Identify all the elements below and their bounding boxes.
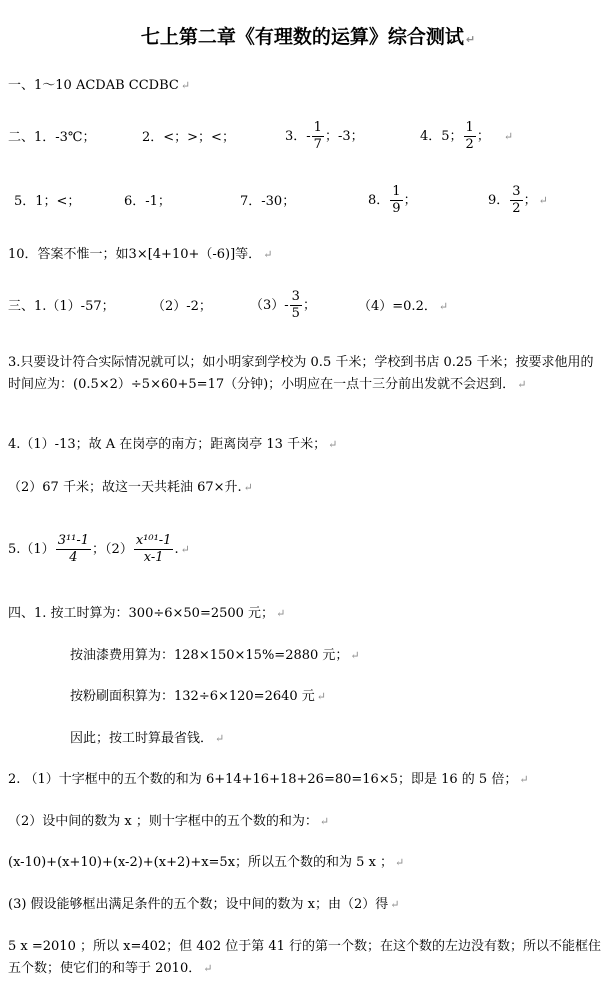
answer-3-4: （4）=0.2． ↵ xyxy=(358,299,449,314)
answer-3-2: （2）-2； xyxy=(152,299,212,314)
paragraph-mark-icon: ↵ xyxy=(316,690,327,703)
paragraph-mark-icon: ↵ xyxy=(180,543,190,556)
answer-4-2b: （2）设中间的数为 x ；则十字框中的五个数的和为： ↵ xyxy=(8,814,330,829)
paragraph-mark-icon: ↵ xyxy=(438,300,449,313)
answer-3-paragraph: 3.只要设计符合实际情况就可以；如小明家到学校为 0.5 千米；学校到书店 0.25 千米；按要求他用的时间应为：(0.5×2）÷5×60+5=17（分钟)；小明应在一点十三分前出发就不会迟到． ↵ xyxy=(8,355,594,392)
paragraph-mark-icon: ↵ xyxy=(243,481,253,494)
fraction: $\frac{1}{7}$ xyxy=(313,120,322,152)
answer-4-1-area: 按粉刷面积算为：132÷6×120=2640 元 ↵ xyxy=(70,689,327,704)
answer-2-5: 5．1；<； xyxy=(14,194,81,209)
paragraph-mark-icon: ↵ xyxy=(263,248,273,261)
paragraph-mark-icon: ↵ xyxy=(519,773,529,786)
answer-4-2a: 2. （1）十字框中的五个数的和为 6+14+16+18+26=80=16×5；即是 16 的 5 倍； ↵ xyxy=(8,772,529,787)
answer-2-10: 10．答案不惟一；如3×[4+10+（-6)]等． ↵ xyxy=(8,247,273,262)
fraction: $\frac{3}{2}$ xyxy=(512,184,521,216)
answer-4-1-paint: 按油漆费用算为：128×150×15%=2880 元； ↵ xyxy=(70,648,360,663)
document-title: 七上第二章《有理数的运算》综合测试 ↵ xyxy=(140,26,476,48)
answer-4-2d: (3) 假设能够框出满足条件的五个数；设中间的数为 x；由（2）得 ↵ xyxy=(8,897,400,912)
paragraph-mark-icon: ↵ xyxy=(395,856,405,869)
answer-2-4: 4．5； $\frac{1}{2}$ ； ↵ xyxy=(420,120,514,152)
paragraph-mark-icon: ↵ xyxy=(350,649,360,662)
paragraph-mark-icon: ↵ xyxy=(390,898,400,911)
answer-2-8: 8． $\frac{1}{9}$ ； xyxy=(368,184,417,216)
paragraph-mark-icon: ↵ xyxy=(319,815,330,828)
answer-2-6: 6．-1； xyxy=(124,194,171,209)
answer-2-9: 9． $\frac{3}{2}$ ； ↵ xyxy=(488,184,548,216)
answer-4-1: 四、1. 按工时算为：300÷6×50=2500 元； ↵ xyxy=(8,606,286,621)
fraction: $\frac{\text{3¹¹-1}}{4}$ xyxy=(57,533,90,565)
answer-2-1: 二、1．-3℃； xyxy=(8,130,96,145)
answer-4-1-conclusion: 因此；按工时算最省钱． ↵ xyxy=(70,731,225,746)
answer-3-5: 5.（1） $\frac{\text{3¹¹-1}}{4}$ ；（2） $\frac{\text{x¹⁰¹-1}}{x-1}$ . ↵ xyxy=(8,533,190,565)
answer-3-4a: 4.（1）-13；故 A 在岗亭的南方；距离岗亭 13 千米； ↵ xyxy=(8,437,338,452)
paragraph-mark-icon: ↵ xyxy=(180,79,191,92)
fraction: $\frac{3}{5}$ xyxy=(291,289,300,321)
paragraph-mark-icon: ↵ xyxy=(276,607,286,620)
fraction: $\frac{1}{2}$ xyxy=(465,120,474,152)
answer-line-1: 一、1～10 ACDAB CCDBC ↵ xyxy=(8,78,191,93)
answer-2-2: 2．<；>；<； xyxy=(142,130,235,145)
answer-3-4b: （2）67 千米；故这一天共耗油 67×升. ↵ xyxy=(8,480,253,495)
paragraph-mark-icon: ↵ xyxy=(517,378,527,391)
answer-3-3: （3）- $\frac{3}{5}$ ； xyxy=(250,289,316,321)
paragraph-mark-icon: ↵ xyxy=(328,438,338,451)
paragraph-mark-icon: ↵ xyxy=(215,732,225,745)
answer-4-2e: 5 x =2010 ；所以 x=402；但 402 位于第 41 行的第一个数；在这个数的左边没有数；所以不能框住五个数；使它们的和等于 2010． ↵ xyxy=(8,939,602,976)
answer-4-2c: (x-10)+(x+10)+(x-2)+(x+2)+x=5x；所以五个数的和为 5 x ； ↵ xyxy=(8,855,405,870)
paragraph-mark-icon: ↵ xyxy=(465,33,476,46)
paragraph-mark-icon: ↵ xyxy=(503,130,514,143)
fraction: $\frac{\text{x¹⁰¹-1}}{x-1}$ xyxy=(135,533,172,565)
paragraph-mark-icon: ↵ xyxy=(203,962,213,975)
paragraph-mark-icon: ↵ xyxy=(538,194,548,207)
fraction: $\frac{1}{9}$ xyxy=(392,184,401,216)
answer-3-1: 三、1.（1）-57； xyxy=(8,299,115,314)
answer-2-3: 3．- $\frac{1}{7}$ ；-3； xyxy=(285,120,364,152)
answer-2-7: 7．-30； xyxy=(240,194,296,209)
